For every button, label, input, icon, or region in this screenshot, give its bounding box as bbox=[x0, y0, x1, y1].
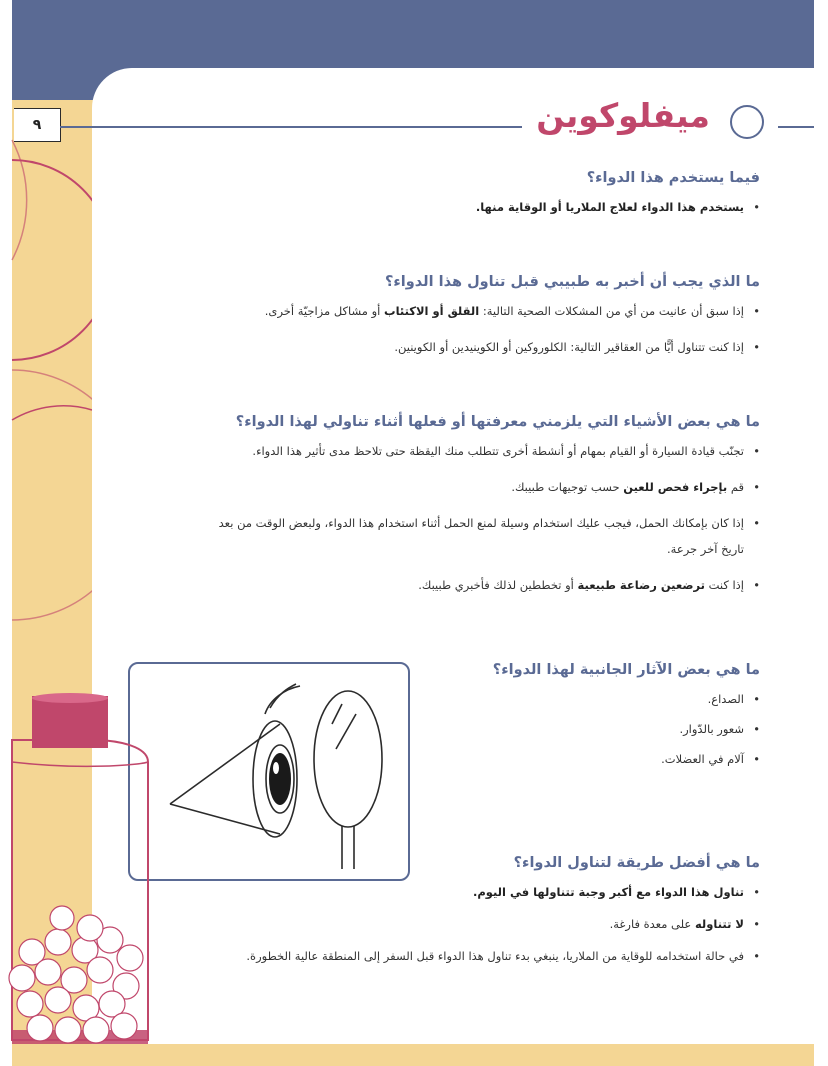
list-item: • يستخدم هذا الدواء لعلاج الملاريا أو الوقاية منها. bbox=[80, 194, 744, 220]
page-title: ميفلوكوين bbox=[536, 96, 710, 135]
list-item: • الصداع. bbox=[480, 686, 744, 712]
list-item: • إذا سبق أن عانيت من أي من المشكلات الصحية التالية: القلق أو الاكتئاب أو مشاكل مزاجيّة أخرى. bbox=[80, 298, 744, 324]
section-heading: ما هي بعض الأشياء التي يلزمني معرفتها أو فعلها أثناء تناولي لهذا الدواء؟ bbox=[235, 414, 760, 430]
section-heading: ما هي أفضل طريقة لتناول الدواء؟ bbox=[513, 855, 760, 871]
bottle-cap bbox=[32, 696, 108, 748]
list-item: • تناول هذا الدواء مع أكبر وجبة تتناولها في اليوم. bbox=[220, 879, 744, 905]
section-heading: ما هي بعض الآثار الجانبية لهذا الدواء؟ bbox=[492, 662, 760, 678]
list-item: • إذا كان بإمكانك الحمل، فيجب عليك استخدام وسيلة لمنع الحمل أثناء استخدام هذا الدواء، ولبعض الوقت من بعد تاريخ آخر جرعة. bbox=[200, 510, 744, 562]
list-item: • إذا كنت ترضعين رضاعة طبيعية أو تخططين لذلك فأخبري طبيبك. bbox=[200, 572, 744, 598]
page-number: ٩ bbox=[14, 108, 61, 142]
list-item: • لا تتناوله على معدة فارغة. bbox=[220, 911, 744, 937]
list-item: • شعور بالدّوار. bbox=[480, 716, 744, 742]
list-item: • تجنّب قيادة السيارة أو القيام بمهام أو أنشطة أخرى تتطلب منك اليقظة حتى تلاحظ مدى تأثير هذا الدواء. bbox=[200, 438, 744, 464]
list-item: • إذا كنت تتناول أيًّا من العقاقير التالية: الكلوروكين أو الكوينيدين أو الكوينين. bbox=[80, 334, 744, 360]
section-heading: ما الذي يجب أن أخبر به طبيبي قبل تناول هذا الدواء؟ bbox=[384, 274, 760, 290]
list-item: • في حالة استخدامه للوقاية من الملاريا، ينبغي بدء تناول هذا الدواء قبل السفر إلى المنطقة عالية الخطورة. bbox=[220, 943, 744, 969]
list-item: • قم بإجراء فحص للعين حسب توجيهات طبيبك. bbox=[200, 474, 744, 500]
list-item: • آلام في العضلات. bbox=[480, 746, 744, 772]
section-heading: فيما يستخدم هذا الدواء؟ bbox=[586, 170, 760, 186]
